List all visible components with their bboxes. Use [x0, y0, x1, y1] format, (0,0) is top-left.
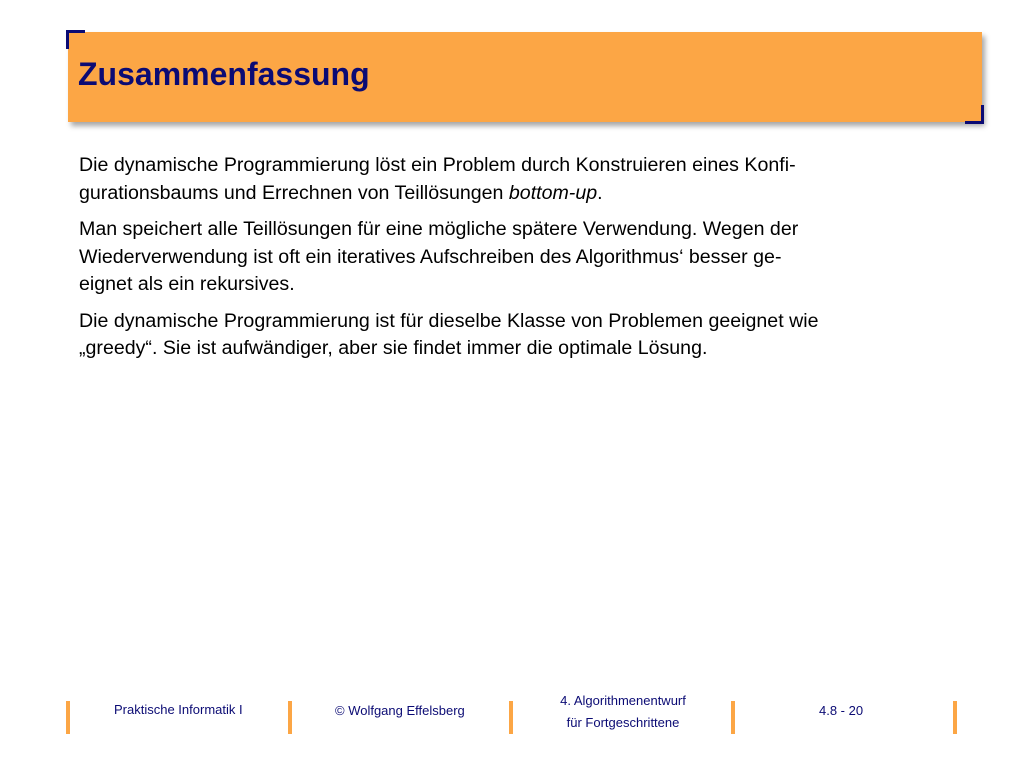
footer-divider [731, 701, 735, 734]
paragraph-line: gurationsbaums und Errechnen von Teillösungen [79, 181, 509, 204]
paragraph-line: Wiederverwendung ist oft ein iteratives Aufschreiben des Algorithmus‘ besser ge- [79, 245, 782, 268]
corner-bracket-top-left [66, 30, 85, 49]
slide-title: Zusammenfassung [78, 56, 370, 92]
emphasis-bottom-up: bottom-up [508, 181, 598, 204]
title-banner [68, 32, 982, 122]
footer-author: © Wolfgang Effelsberg [335, 703, 465, 718]
footer-divider [66, 701, 70, 734]
paragraph-line: Die dynamische Programmierung löst ein Problem durch Konstruieren eines Konfi- [79, 154, 796, 176]
slide-body [79, 152, 949, 372]
paragraph-line: Man speichert alle Teillösungen für eine mögliche spätere Verwendung. Wegen der [79, 218, 799, 240]
paragraph-dynamic-programming-intro [79, 152, 949, 207]
paragraph-line: Die dynamische Programmierung ist für dieselbe Klasse von Problemen geeignet wie [79, 309, 819, 332]
paragraph-line: eignet als ein rekursives. [79, 273, 295, 295]
paragraph-greedy-comparison [79, 308, 949, 363]
paragraph-storage [79, 216, 949, 299]
footer-divider [953, 701, 957, 734]
footer-course: Praktische Informatik I [114, 702, 243, 717]
corner-bracket-bottom-right [965, 105, 984, 124]
paragraph-line: . [597, 181, 603, 204]
footer-chapter [552, 693, 694, 730]
footer-divider [509, 701, 513, 734]
footer-chapter-line1: 4. Algorithmenentwurf [560, 693, 686, 708]
paragraph-line: „greedy“. Sie ist aufwändiger, aber sie findet immer die optimale Lösung. [79, 337, 708, 359]
footer-chapter-line2: für Fortgeschrittene [566, 714, 680, 730]
footer-divider [288, 701, 292, 734]
footer-page-number: 4.8 - 20 [819, 703, 864, 718]
